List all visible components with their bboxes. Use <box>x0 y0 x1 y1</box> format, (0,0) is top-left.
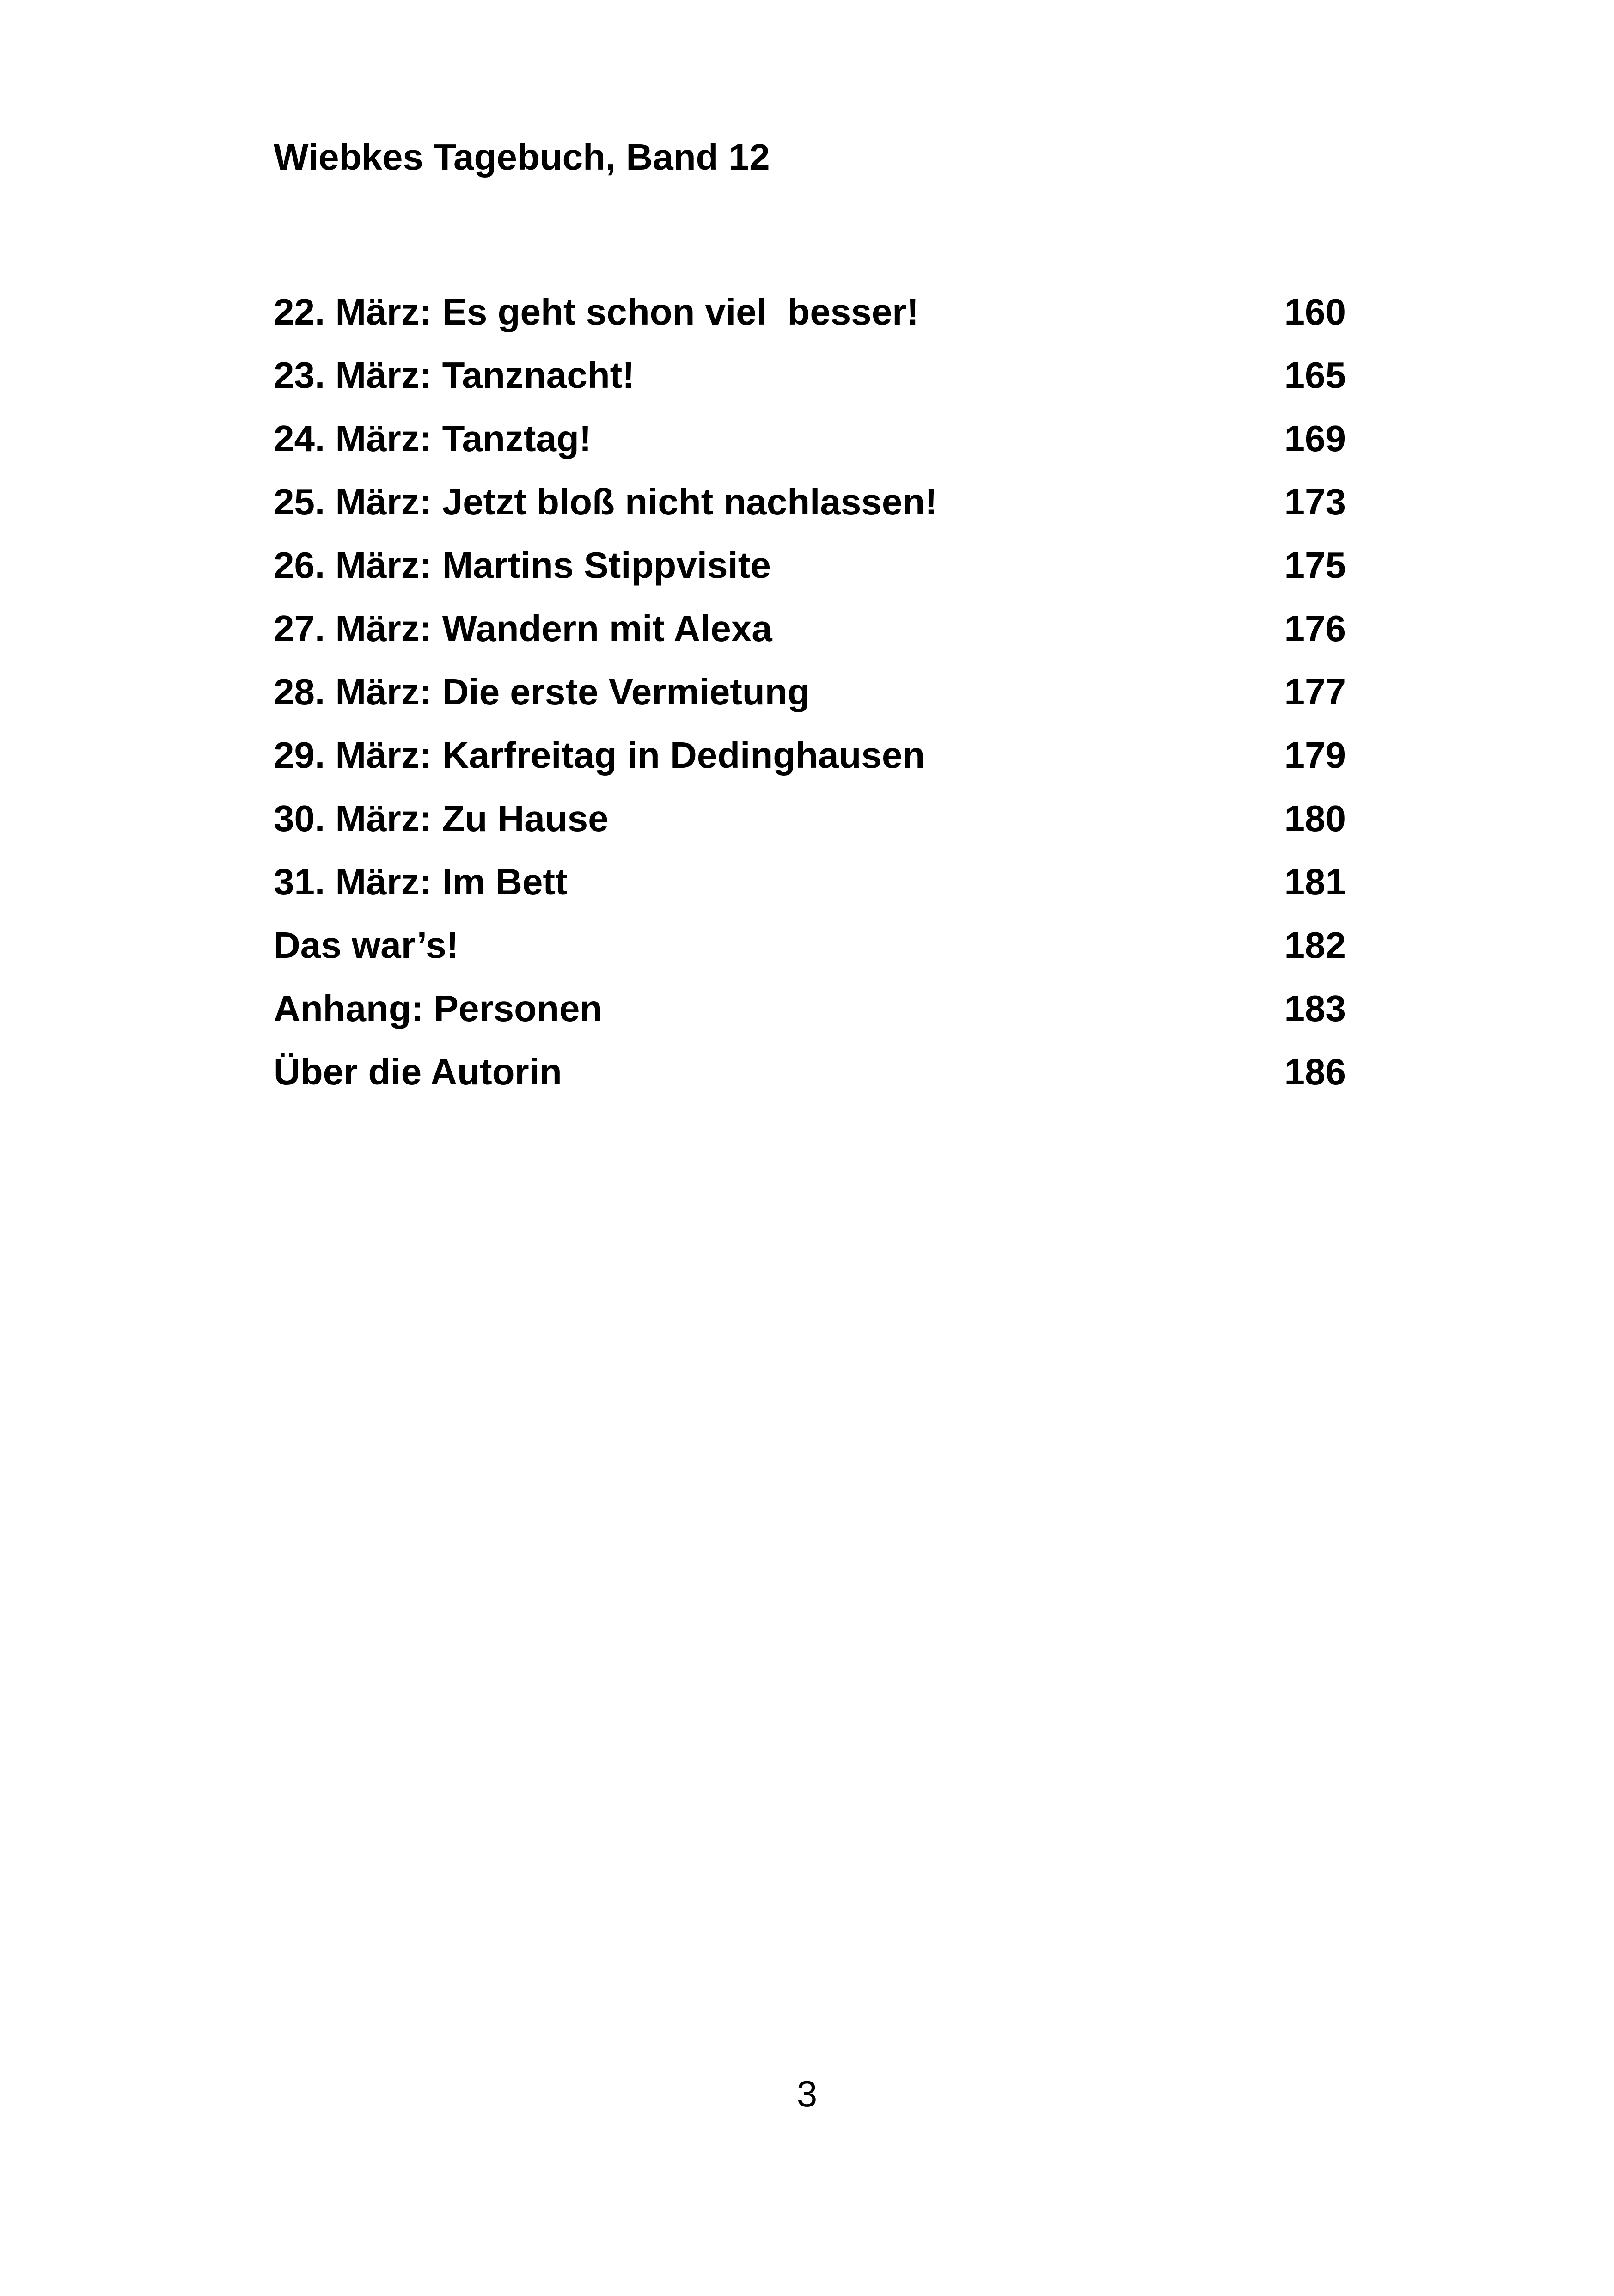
toc-entry-page: 160 <box>1284 291 1346 332</box>
toc-entry-page: 186 <box>1284 1051 1346 1092</box>
toc-entry-title: 22. März: Es geht schon viel besser! <box>274 291 919 332</box>
toc-entry-page: 183 <box>1284 988 1346 1029</box>
toc-entry-title: Über die Autorin <box>274 1051 562 1092</box>
toc-entry <box>274 673 1346 737</box>
toc-entry-title: 31. März: Im Bett <box>274 861 568 902</box>
toc-entry <box>274 927 1346 990</box>
toc-entry-page: 173 <box>1284 481 1346 522</box>
toc-entry <box>274 291 1346 357</box>
toc-entry-page: 175 <box>1284 545 1346 586</box>
toc-entry-page: 182 <box>1284 925 1346 966</box>
toc-entry-title: Anhang: Personen <box>274 988 603 1029</box>
toc-entry-title: 26. März: Martins Stippvisite <box>274 545 771 586</box>
toc-entry-page: 176 <box>1284 608 1346 649</box>
toc-entry-page: 177 <box>1284 671 1346 712</box>
toc-entry <box>274 547 1346 610</box>
page-title: Wiebkes Tagebuch, Band 12 <box>274 136 770 178</box>
toc-entry-title: 24. März: Tanztag! <box>274 418 592 459</box>
page-number: 3 <box>796 2073 818 2114</box>
toc-entry-title: 28. März: Die erste Vermietung <box>274 671 810 712</box>
toc-entry-title: 25. März: Jetzt bloß nicht nachlassen! <box>274 481 937 522</box>
toc-entry-page: 181 <box>1284 861 1346 902</box>
toc-entry <box>274 863 1346 927</box>
toc-entry <box>274 420 1346 484</box>
toc-entry-page: 179 <box>1284 735 1346 776</box>
toc-entry-title: 30. März: Zu Hause <box>274 798 609 839</box>
toc-entry <box>274 800 1346 863</box>
toc-entry-title: 29. März: Karfreitag in Dedinghausen <box>274 735 925 776</box>
toc-entry-title: 27. März: Wandern mit Alexa <box>274 608 772 649</box>
toc-entry-title: 23. März: Tanznacht! <box>274 355 635 396</box>
toc-entry <box>274 1053 1346 1117</box>
toc-entry-page: 169 <box>1284 418 1346 459</box>
toc-entry <box>274 610 1346 673</box>
toc-entry <box>274 990 1346 1053</box>
toc-entry <box>274 357 1346 420</box>
toc-entry-page: 165 <box>1284 355 1346 396</box>
toc-entry-page: 180 <box>1284 798 1346 839</box>
toc-entry <box>274 481 1346 547</box>
table-of-contents <box>274 291 1346 1117</box>
toc-entry-title: Das war’s! <box>274 925 459 966</box>
toc-entry <box>274 737 1346 800</box>
